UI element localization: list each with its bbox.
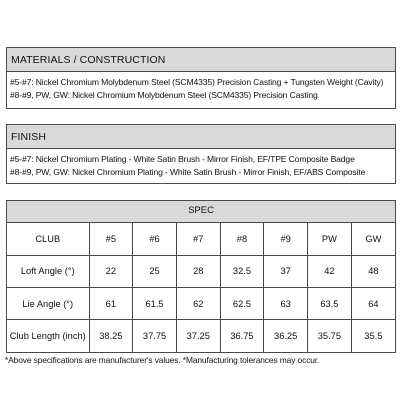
table-cell: 62.5	[220, 288, 264, 320]
table-cell: 32.5	[220, 255, 264, 287]
table-cell: 61.5	[133, 288, 177, 320]
table-cell: #6	[133, 223, 177, 255]
materials-line: #8-#9, PW, GW: Nickel Chromium Molybdenum Steel (SCM4335) Precision Casting	[10, 89, 318, 100]
materials-body	[7, 72, 395, 105]
table-cell: GW	[351, 223, 395, 255]
table-cell: #7	[176, 223, 220, 255]
table-cell: 37	[264, 255, 308, 287]
spec-panel	[6, 200, 396, 353]
table-cell: Club Length (inch)	[7, 320, 89, 352]
table-cell: 37.75	[133, 320, 177, 352]
table-row	[7, 288, 395, 320]
table-cell: 63.5	[308, 288, 352, 320]
table-cell: 37.25	[176, 320, 220, 352]
table-row	[7, 320, 395, 352]
table-cell: PW	[308, 223, 352, 255]
table-cell: CLUB	[7, 223, 89, 255]
table-row	[7, 255, 395, 287]
footnote: *Above specifications are manufacturer's values. *Manufacturing tolerances may occur.	[5, 355, 320, 365]
table-cell: 64	[351, 288, 395, 320]
materials-line: #5-#7: Nickel Chromium Molybdenum Steel (SCM4335) Precision Casting + Tungsten Weight (Cavity)	[10, 77, 384, 87]
finish-body	[7, 149, 395, 182]
table-cell: 48	[351, 255, 395, 287]
table-cell: 63	[264, 288, 308, 320]
table-cell: Lie Angle (°)	[7, 288, 89, 320]
materials-heading: MATERIALS / CONSTRUCTION	[7, 48, 395, 72]
table-cell: 38.25	[89, 320, 133, 352]
table-cell: #5	[89, 223, 133, 255]
table-cell: 36.75	[220, 320, 264, 352]
table-cell: 61	[89, 288, 133, 320]
table-cell: 35.75	[308, 320, 352, 352]
finish-heading: FINISH	[7, 125, 395, 149]
table-cell: 36.25	[264, 320, 308, 352]
spec-heading: SPEC	[7, 201, 395, 223]
spec-table	[7, 223, 395, 352]
materials-panel	[6, 47, 396, 109]
finish-line: #8-#9, PW, GW: Nickel Chromium Plating - White Satin Brush - Mirror Finish, EF/ABS Composite	[10, 166, 366, 177]
table-cell: Loft Angle (°)	[7, 255, 89, 287]
table-cell: 42	[308, 255, 352, 287]
spec-header-row	[7, 223, 395, 255]
table-cell: 28	[176, 255, 220, 287]
table-cell: #9	[264, 223, 308, 255]
finish-line: #5-#7: Nickel Chromium Plating - White Satin Brush - Mirror Finish, EF/TPE Composite Badge	[10, 154, 355, 164]
finish-panel	[6, 124, 396, 184]
table-cell: 22	[89, 255, 133, 287]
table-cell: 62	[176, 288, 220, 320]
table-cell: 35.5	[351, 320, 395, 352]
table-cell: #8	[220, 223, 264, 255]
table-cell: 25	[133, 255, 177, 287]
